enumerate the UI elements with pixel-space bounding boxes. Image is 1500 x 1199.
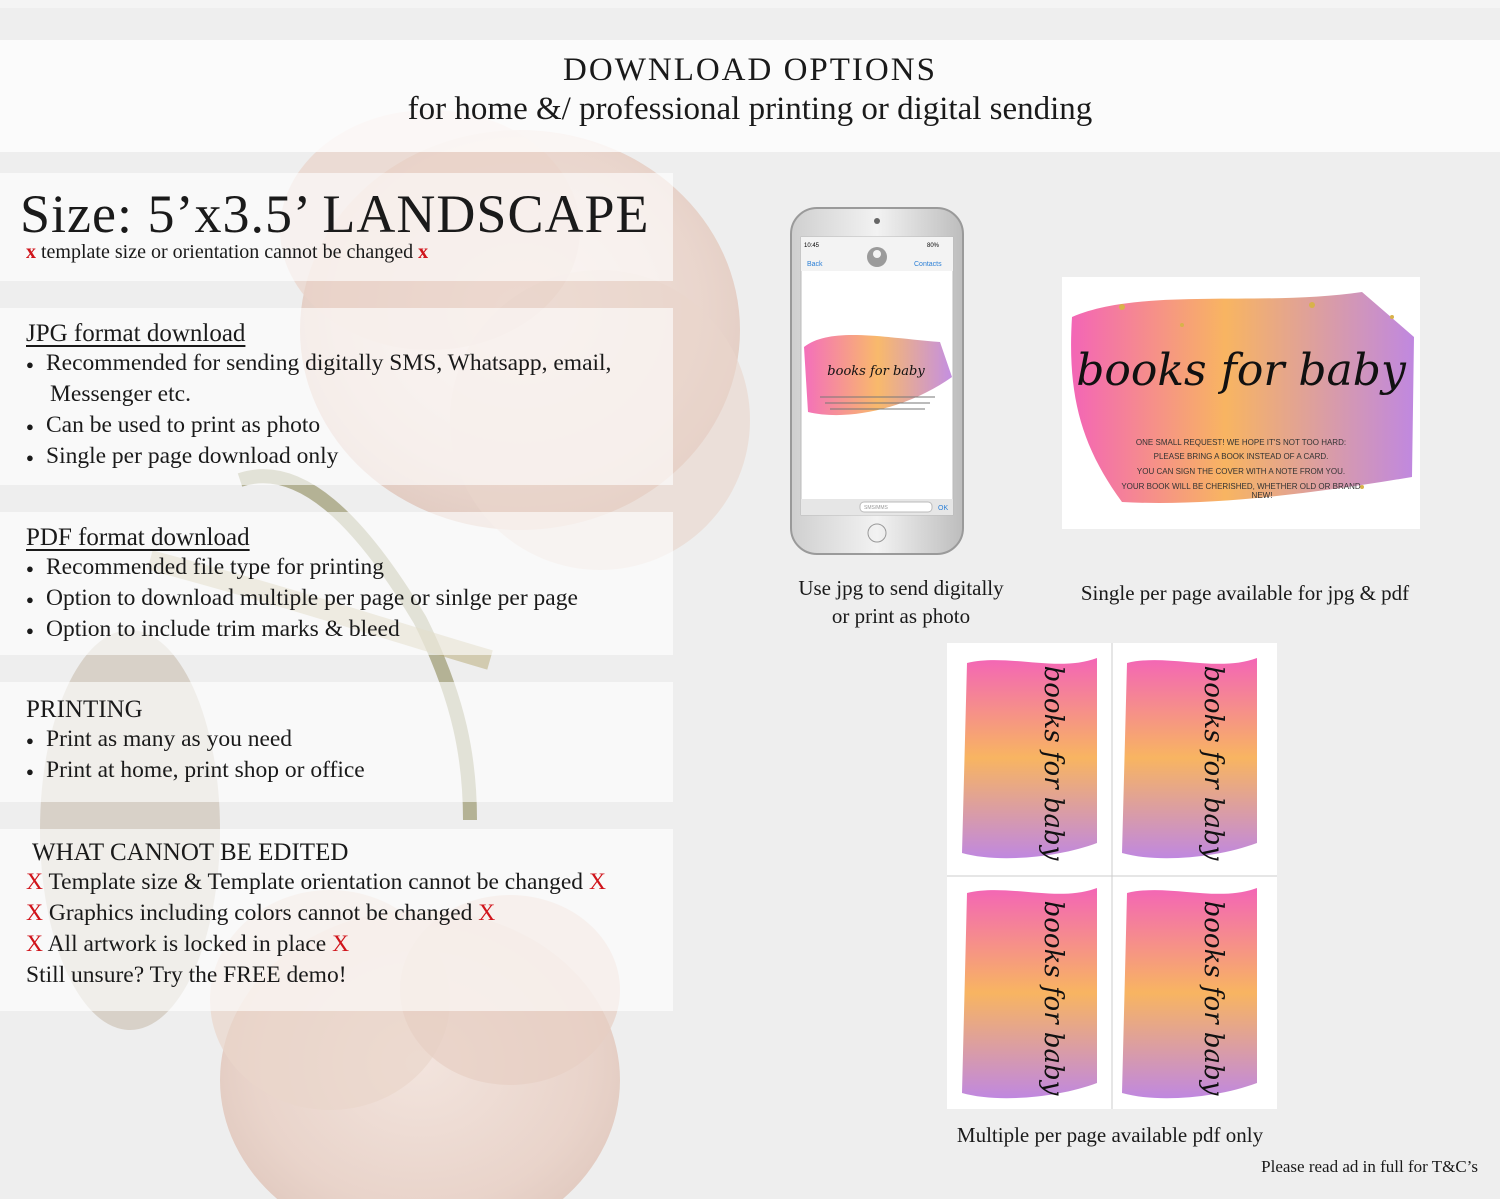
phone-back-link: Back [807, 261, 823, 268]
mini-card [962, 658, 1097, 861]
multiple-caption: Multiple per page available pdf only [956, 1123, 1264, 1147]
multiple-per-page-preview [947, 643, 1277, 1109]
list-item: X Graphics including colors cannot be changed X [26, 900, 496, 926]
x-icon: X [26, 931, 43, 957]
phone-caption: Use jpg to send digitally or print as photo [798, 576, 1004, 628]
page-title: DOWNLOAD OPTIONS [563, 52, 937, 88]
list-item: ● Recommended for sending digitally SMS, Whatsapp, email, Messenger etc. [24, 348, 673, 410]
phone-battery: 80% [927, 243, 940, 249]
list-item: ● Recommended file type for printing [24, 552, 673, 583]
cannot-edit-panel [0, 829, 673, 1011]
mini-card [1122, 658, 1257, 861]
phone-ok-button: OK [938, 505, 949, 512]
svg-text:books for baby: books for baby [1038, 665, 1068, 861]
x-icon: x [418, 241, 429, 263]
card-line: YOUR BOOK WILL BE CHERISHED, WHETHER OLD OR BRAND [1121, 482, 1361, 491]
svg-text:books for baby: books for baby [1198, 900, 1228, 1096]
x-icon: X [332, 931, 350, 957]
demo-line: Still unsure? Try the FREE demo! [26, 962, 347, 988]
size-note [26, 241, 673, 264]
x-icon: x [26, 241, 36, 263]
top-strip [0, 0, 1500, 8]
footnote: Please read ad in full for T&C’s [1261, 1157, 1478, 1176]
phone-sms-field: SMS/MMS [864, 505, 888, 511]
phone-contacts-link: Contacts [914, 261, 942, 268]
page-subtitle: for home &/ professional printing or digital sending [407, 91, 1093, 127]
mini-card [962, 888, 1097, 1098]
card-line: YOU CAN SIGN THE COVER WITH A NOTE FROM YOU. [1136, 467, 1346, 476]
phone-time: 10:45 [804, 243, 820, 249]
list-item: ● Single per page download only [24, 441, 673, 472]
pdf-panel [0, 512, 673, 655]
phone-card-title: books for baby [827, 364, 925, 379]
svg-text:books for baby: books for baby [1198, 665, 1228, 861]
single-card-preview [1062, 277, 1420, 529]
x-icon: X [26, 900, 43, 926]
list-item: ● Print as many as you need [24, 724, 673, 755]
card-line: NEW! [1251, 491, 1273, 500]
card-line: ONE SMALL REQUEST! WE HOPE IT'S NOT TOO HARD: [1135, 438, 1347, 447]
size-title: Size: 5’x3.5’ LANDSCAPE [20, 184, 650, 244]
mini-card [1122, 888, 1257, 1098]
card-line: PLEASE BRING A BOOK INSTEAD OF A CARD. [1153, 452, 1329, 461]
list-item: ● Option to include trim marks & bleed [24, 614, 673, 645]
jpg-panel [0, 308, 673, 485]
size-panel [0, 173, 673, 281]
list-item-continuation: Messenger etc. [50, 381, 191, 407]
list-item: ● Can be used to print as photo [24, 410, 673, 441]
x-icon: X [26, 869, 43, 895]
x-icon: X [588, 869, 606, 895]
list-item: X All artwork is locked in place X [26, 931, 350, 957]
size-note-text: template size or orientation cannot be changed [41, 241, 414, 263]
card-script-title: books for baby [1076, 345, 1406, 396]
list-item: ● Print at home, print shop or office [24, 755, 673, 786]
printing-panel [0, 682, 673, 802]
single-caption: Single per page available for jpg & pdf [1080, 581, 1410, 605]
x-icon: X [478, 900, 496, 926]
phone-mockup [790, 207, 964, 555]
header-banner [0, 40, 1500, 152]
svg-text:books for baby: books for baby [1038, 900, 1068, 1096]
cannot-edit-heading: WHAT CANNOT BE EDITED [32, 839, 349, 866]
printing-heading: PRINTING [26, 696, 143, 723]
jpg-heading: JPG format download [26, 320, 246, 347]
list-item: X Template size & Template orientation cannot be changed X [26, 869, 606, 895]
pdf-heading: PDF format download [26, 524, 250, 551]
list-item: ● Option to download multiple per page or sinlge per page [24, 583, 673, 614]
